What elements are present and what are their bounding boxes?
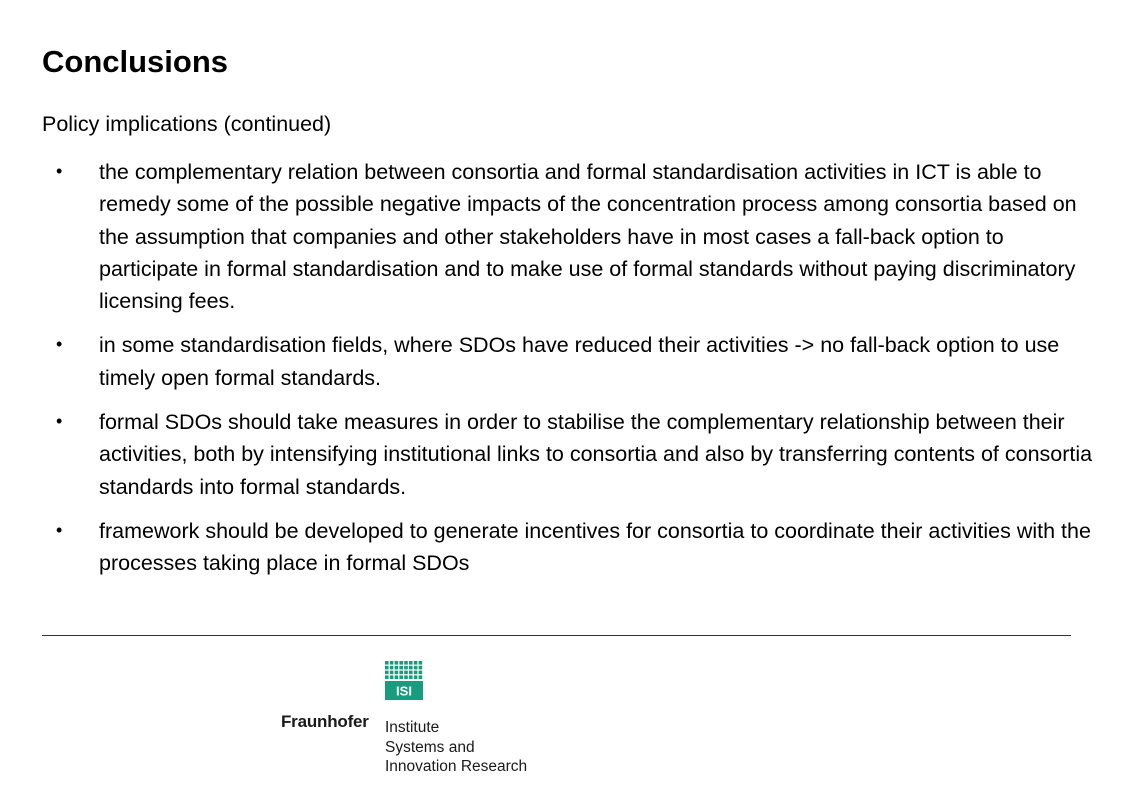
logo-grid-cell	[404, 671, 408, 675]
logo-grid-cell	[395, 675, 399, 679]
bullet-dot-icon: •	[56, 411, 63, 432]
logo-grid-cell	[404, 675, 408, 679]
logo-grid-cell	[390, 671, 394, 675]
logo-institute-line: Innovation Research	[385, 758, 528, 775]
bullet-item	[56, 156, 1096, 317]
logo-grid-cell	[414, 666, 418, 670]
logo-grid-cell	[395, 666, 399, 670]
logo-institute-line: Institute	[385, 719, 440, 736]
logo-grid-cell	[409, 675, 413, 679]
logo-grid-cell	[419, 671, 423, 675]
bullet-text: formal SDOs should take measures in order to stabilise the complementary relationship between their activities, both by intensifying institutional links to consortia and also by transferring contents of consortia standards into formal standards.	[99, 410, 1093, 499]
logo-grid-cell	[385, 661, 389, 665]
bullet-dot-icon: •	[56, 334, 63, 355]
logo-grid-cell	[409, 661, 413, 665]
logo-institute-name	[385, 718, 527, 777]
logo-grid-cell	[385, 671, 389, 675]
fraunhofer-grid-logo-icon	[385, 661, 423, 700]
logo-brand-name: Fraunhofer	[281, 712, 369, 731]
logo-grid-cell	[395, 661, 399, 665]
logo-grid-cell	[390, 675, 394, 679]
logo-grid-cell	[414, 671, 418, 675]
logo-isi-text: ISI	[396, 683, 412, 699]
logo-grid-cell	[399, 671, 403, 675]
logo-grid-cell	[419, 666, 423, 670]
logo-grid-cell	[419, 661, 423, 665]
slide-title: Conclusions	[42, 44, 229, 79]
bullet-dot-icon: •	[56, 161, 63, 181]
logo-grid-cell	[399, 661, 403, 665]
logo-grid-cell	[390, 666, 394, 670]
bullet-item	[56, 406, 1096, 503]
bullet-dot-icon: •	[56, 519, 63, 540]
bullet-text: in some standardisation fields, where SDOs have reduced their activities -> no fall-back option to use timely open formal standards.	[99, 333, 1060, 390]
logo-grid-cell	[409, 666, 413, 670]
logo-grid-cell	[414, 661, 418, 665]
bullet-text: framework should be developed to generate incentives for consortia to coordinate their activities with the processes taking place in formal SDOs	[99, 518, 1091, 576]
bullet-text: the complementary relation between consortia and formal standardisation activities in ICT is able to remedy some of the possible negative impacts of the concentration process among consortia based on the assumption that companies and other stakeholders have in most cases a fall-back option to participate in formal standardisation and to make use of formal standards without paying discriminatory licensing fees.	[99, 160, 1077, 314]
logo-grid-cell	[399, 666, 403, 670]
logo-grid-cell	[385, 675, 389, 679]
bullet-item	[56, 515, 1096, 580]
logo-institute-line: Systems and	[385, 738, 475, 756]
logo-grid-cell	[419, 675, 423, 679]
logo-grid-cell	[409, 671, 413, 675]
logo-grid-cell	[399, 675, 403, 679]
logo-grid-cell	[385, 666, 389, 670]
logo-grid-cell	[414, 675, 418, 679]
logo-grid-cell	[404, 666, 408, 670]
logo-grid-cell	[395, 671, 399, 675]
bullet-item	[56, 329, 1096, 394]
footer-divider	[42, 635, 1071, 636]
bullet-list	[56, 156, 1096, 592]
logo-grid	[385, 661, 422, 679]
logo-grid-cell	[404, 661, 408, 665]
logo-grid-cell	[390, 661, 394, 665]
slide-subtitle: Policy implications (continued)	[42, 112, 332, 136]
